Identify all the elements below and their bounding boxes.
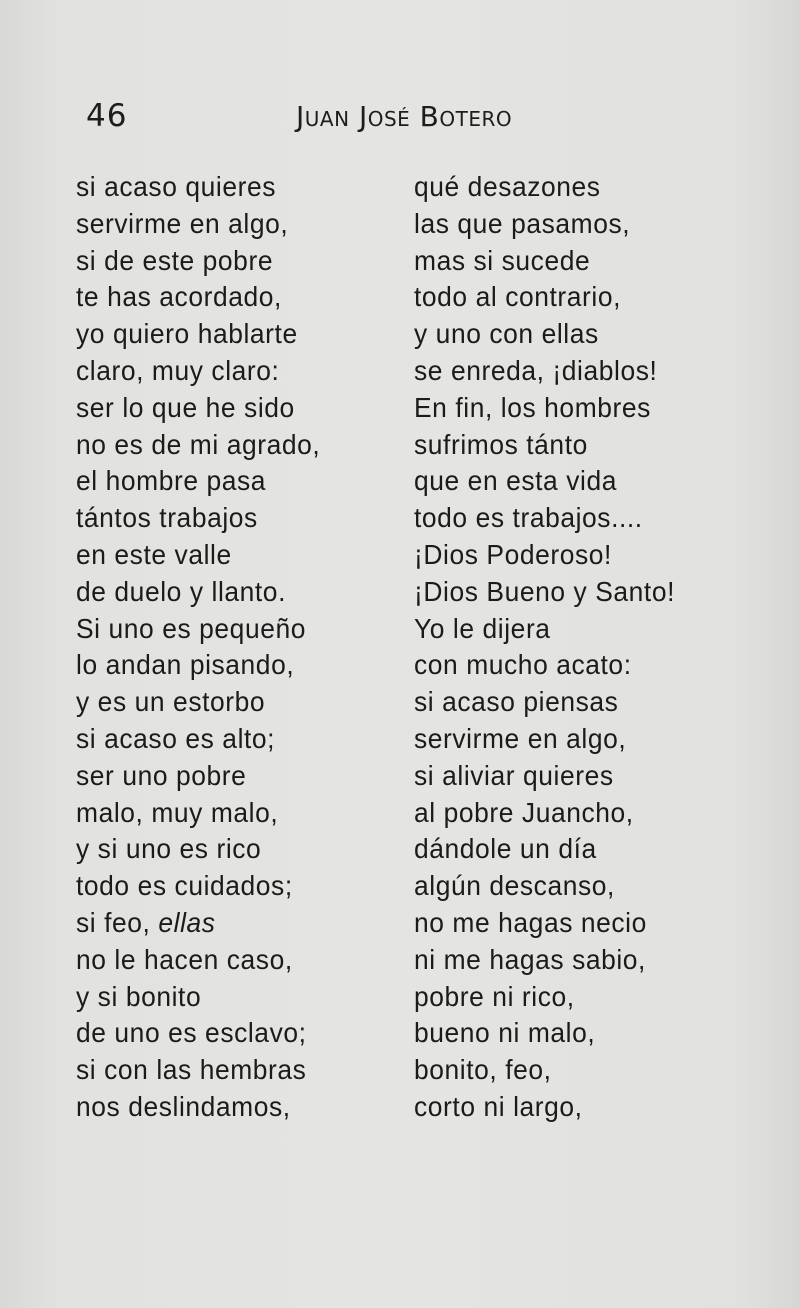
running-head: Juan José Botero [296,100,513,133]
verse-line: todo es trabajos.... [414,502,643,534]
verse-line: y uno con ellas [414,318,599,350]
verse-line: ni me hagas sabio, [414,943,646,975]
verse-line: en este valle [76,538,232,570]
verse-line-with-italic [76,905,320,942]
verse-line: de uno es esclavo; [76,1017,307,1049]
poem-right-column [414,169,675,1126]
verse-line: y es un estorbo [76,686,266,718]
verse-line: que en esta vida [414,465,617,497]
verse-line: malo, muy malo, [76,796,279,828]
verse-line: no le hacen caso, [76,943,293,975]
verse-line: pobre ni rico, [414,980,575,1012]
verse-line: lo andan pisando, [76,649,295,681]
verse-line: el hombre pasa [76,465,267,497]
verse-line: si acaso es alto; [76,722,276,754]
verse-line: mas si sucede [414,244,591,276]
verse-line: sufrimos tánto [414,428,588,460]
verse-line-start: si feo, [76,906,159,938]
verse-line: Yo le dijera [414,612,551,644]
verse-line: yo quiero hablarte [76,318,298,350]
verse-line: si aliviar quieres [414,759,614,791]
verse-line: se enreda, ¡diablos! [414,354,658,386]
verse-line: al pobre Juancho, [414,796,634,828]
verse-line: las que pasamos, [414,207,631,239]
verse-line: si con las hembras [76,1054,307,1086]
verse-line: En fin, los hombres [414,391,651,423]
verse-line: todo es cuidados; [76,870,293,902]
verse-line: claro, muy claro: [76,354,280,386]
verse-line: servirme en algo, [414,722,627,754]
verse-line: si acaso piensas [414,686,619,718]
verse-line: no me hagas necio [414,906,647,938]
verse-line: y si bonito [76,980,202,1012]
italic-word: ellas [158,906,216,938]
verse-line: qué desazones [414,171,601,202]
verse-line: dándole un día [414,833,597,865]
verse-line: y si uno es rico [76,833,262,865]
verse-line: te has acordado, [76,281,282,313]
verse-line: ¡Dios Poderoso! [414,538,612,570]
verse-line: ser uno pobre [76,759,247,791]
verse-line: si de este pobre [76,244,274,276]
verse-line: bueno ni malo, [414,1017,596,1049]
poem-left-column [76,169,320,1126]
verse-line: servirme en algo, [76,207,289,239]
verse-line: todo al contrario, [414,281,622,313]
verse-line: ser lo que he sido [76,391,295,423]
verse-line: si acaso quieres [76,171,276,202]
verse-line: ¡Dios Bueno y Santo! [414,575,675,607]
verse-line: tántos trabajos [76,502,258,534]
verse-line: Si uno es pequeño [76,612,306,644]
verse-line: bonito, feo, [414,1054,552,1086]
verse-line: nos deslindamos, [76,1090,291,1122]
verse-line: no es de mi agrado, [76,428,321,460]
verse-line: de duelo y llanto. [76,575,286,607]
verse-line: algún descanso, [414,870,615,902]
verse-line: corto ni largo, [414,1090,583,1122]
verse-line: con mucho acato: [414,649,632,681]
page-number: 46 [86,98,128,134]
